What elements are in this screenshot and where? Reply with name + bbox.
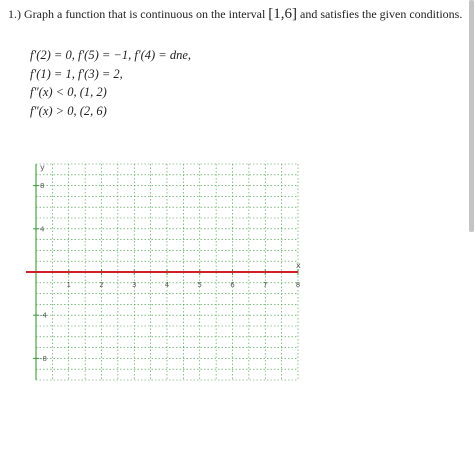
y-tick-label: 4 bbox=[40, 225, 45, 234]
prompt-text-after: and satisfies the given conditions. bbox=[300, 7, 463, 21]
condition-line: f′(1) = 1, f′(3) = 2, bbox=[30, 66, 123, 81]
x-tick-label: 6 bbox=[230, 281, 235, 289]
problem bbox=[8, 6, 463, 120]
interval: [1,6] bbox=[268, 6, 298, 22]
graph-grid bbox=[26, 160, 316, 385]
x-tick-label: 8 bbox=[295, 281, 301, 289]
y-tick-label: -4 bbox=[40, 311, 47, 320]
scrollbar[interactable] bbox=[469, 0, 474, 232]
y-axis-label: y bbox=[40, 163, 45, 172]
x-tick-label: 1 bbox=[66, 281, 71, 289]
condition-line: f″(x) > 0, (2, 6) bbox=[30, 103, 107, 118]
problem-prompt bbox=[8, 6, 463, 22]
x-tick-label: 5 bbox=[197, 281, 202, 289]
problem-number: 1.) bbox=[8, 7, 21, 21]
x-tick-label: 4 bbox=[164, 281, 170, 289]
x-axis-label: x bbox=[296, 261, 301, 270]
y-tick-label: -8 bbox=[40, 354, 47, 363]
condition-line: f′(2) = 0, f′(5) = −1, f′(4) = dne, bbox=[30, 48, 192, 62]
x-tick-label: 2 bbox=[99, 281, 104, 289]
y-tick-label: 8 bbox=[40, 182, 45, 191]
conditions-list bbox=[30, 46, 458, 120]
condition-line: f″(x) < 0, (1, 2) bbox=[30, 85, 107, 99]
prompt-text-before: Graph a function that is continuous on the interval bbox=[24, 7, 266, 21]
x-tick-label: 3 bbox=[132, 281, 137, 289]
x-tick-label: 7 bbox=[263, 281, 268, 289]
